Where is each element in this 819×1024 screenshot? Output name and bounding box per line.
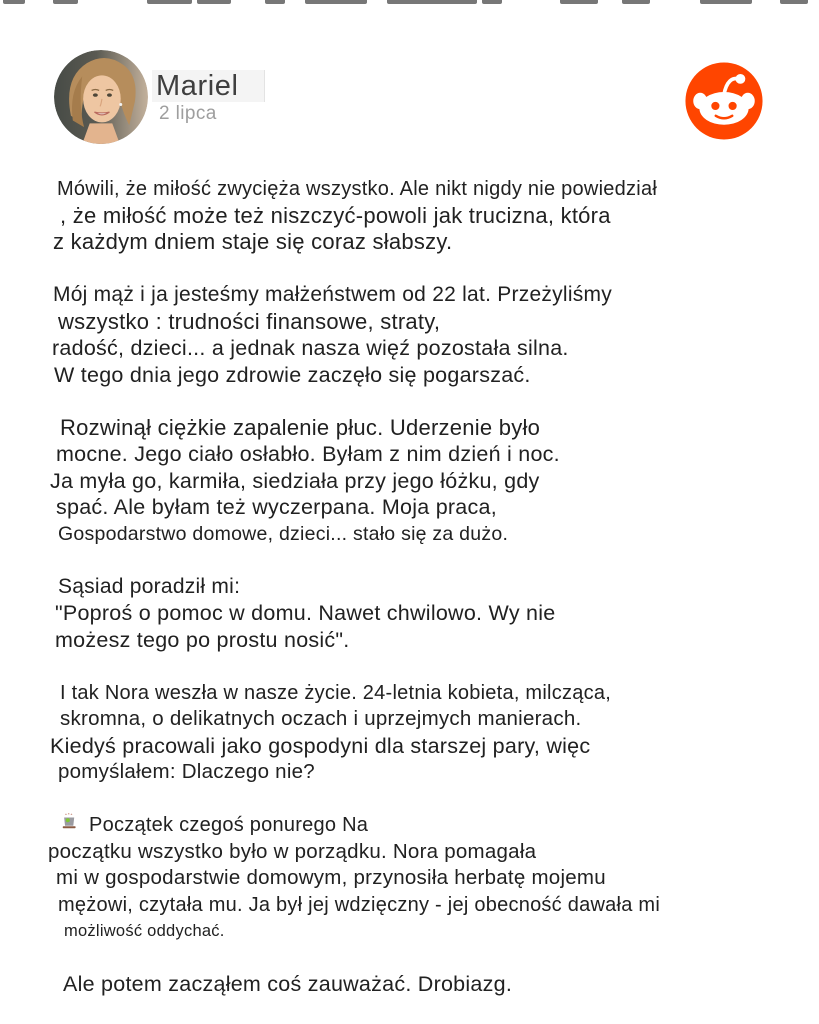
- text-line: Mówili, że miłość zwycięża wszystko. Ale nikt nigdy nie powiedział: [57, 178, 658, 200]
- text-line: mi w gospodarstwie domowym, przynosiła herbatę mojemu: [56, 866, 606, 889]
- post-header: [0, 0, 819, 170]
- text-line: z każdym dniem staje się coraz słabszy.: [53, 229, 453, 254]
- text-line: Gospodarstwo domowe, dzieci... stało się za dużo.: [58, 522, 509, 545]
- text-line: radość, dzieci... a jednak nasza więź pozostała silna.: [52, 336, 569, 360]
- text-line: mężowi, czytała mu. Ja był jej wdzięczny - jej obecność dawała mi: [58, 893, 661, 916]
- text-line: możliwość oddychać.: [64, 922, 225, 940]
- avatar-image: [54, 50, 148, 144]
- username[interactable]: Mariel: [156, 70, 239, 102]
- text-line: mocne. Jego ciało osłabło. Byłam z nim dzień i noc.: [56, 442, 560, 466]
- text-line: "Poproś o pomoc w domu. Nawet chwilowo. Wy nie: [55, 601, 556, 625]
- text-line: Rozwinął ciężkie zapalenie płuc. Uderzenie było: [60, 414, 541, 440]
- text-line: , że miłość może też niszczyć-powoli jak trucizna, która: [60, 202, 611, 228]
- paragraph: [0, 574, 819, 654]
- text-line: wszystko : trudności finansowe, straty,: [58, 308, 441, 334]
- paragraph: [0, 282, 819, 388]
- paragraph: [0, 812, 819, 945]
- reddit-logo-icon[interactable]: [683, 60, 765, 142]
- text-line: Początek czegoś ponurego Na: [0, 812, 819, 839]
- text-line: Sąsiad poradził mi:: [58, 574, 241, 598]
- text-line: skromna, o delikatnych oczach i uprzejmych manierach.: [60, 707, 582, 730]
- text-line: możesz tego po prostu nosić".: [55, 627, 350, 652]
- paragraph: [0, 680, 819, 786]
- text-line: pomyślałem: Dlaczego nie?: [58, 760, 315, 783]
- post-body: [0, 176, 819, 1024]
- paragraph: [0, 415, 819, 548]
- text-line: Kiedyś pracowali jako gospodyni dla starszej pary, więc: [50, 733, 591, 758]
- text-line: W tego dnia jego zdrowie zaczęło się pogarszać.: [54, 362, 531, 387]
- text-line: Ale potem zacząłem coś zauważać. Drobiazg.: [63, 972, 513, 996]
- paragraph: [0, 971, 819, 998]
- teacup-emoji-icon: [60, 812, 82, 834]
- post-date: 2 lipca: [159, 103, 217, 124]
- text-line: spać. Ale byłam też wyczerpana. Moja praca,: [56, 495, 497, 519]
- text-line: Mój mąż i ja jesteśmy małżeństwem od 22 lat. Przeżyliśmy: [53, 283, 612, 306]
- text-line: I tak Nora weszła w nasze życie. 24-letnia kobieta, milcząca,: [60, 681, 612, 704]
- text-line: początku wszystko było w porządku. Nora pomagała: [48, 839, 537, 863]
- avatar[interactable]: [54, 50, 148, 144]
- text-line: Ja myła go, karmiła, siedziała przy jego łóżku, gdy: [50, 468, 540, 493]
- paragraph: [0, 176, 819, 256]
